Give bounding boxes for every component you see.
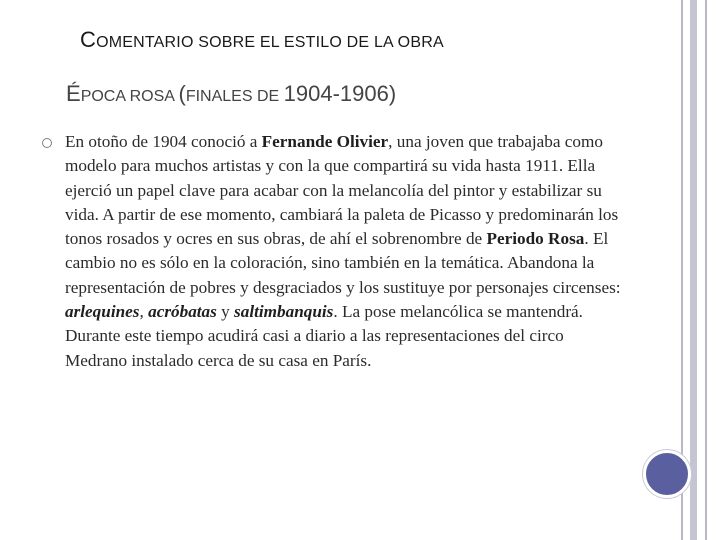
highlight-term: acróbatas <box>148 302 217 322</box>
slide-subtitle <box>66 80 396 108</box>
title-initial: C <box>80 27 97 52</box>
subtitle-part: POCA ROSA <box>80 88 179 105</box>
subtitle-part: FINALES DE <box>185 88 284 105</box>
title-rest: OMENTARIO SOBRE EL ESTILO DE LA OBRA <box>96 34 444 51</box>
subtitle-paren: ( <box>178 81 186 106</box>
slide-title <box>80 18 444 55</box>
highlight-term: saltimbanquis <box>234 302 334 322</box>
subtitle-years: 1904-1906) <box>283 81 397 106</box>
bullet-icon <box>42 138 52 148</box>
highlight-period: Periodo Rosa <box>486 229 585 249</box>
highlight-term: arlequines <box>65 302 140 322</box>
highlight-name: Fernande Olivier <box>261 132 389 151</box>
body-paragraph: En otoño de 1904 conoció a Fernande Olivier, una joven que trabajaba como modelo para muchos artistas y con la que compartirá su vida hasta 1911. Ella ejerció un papel clave para acabar con la melancolía del pintor y estabilizar su vida. A partir de ese momento, cambiará la paleta de Picasso y predominarán los tonos rosados y ocres en sus obras, de ahí el sobrenombre de Periodo Rosa. El cambio no es sólo en la coloración, sino también en la temática. Abandona la representación de pobres y desgraciados y los sustituye por personajes circenses: arlequines, acróbatas y saltimbanquis. La pose melancólica se mantendrá. Durante este tiempo acudirá casi a diario a las representaciones del circo Medrano instalado cerca de su casa en París. <box>65 132 621 370</box>
decorative-rail <box>690 0 697 540</box>
decorative-circle <box>643 450 691 498</box>
decorative-rail <box>705 0 707 540</box>
subtitle-initial: É <box>66 81 81 106</box>
